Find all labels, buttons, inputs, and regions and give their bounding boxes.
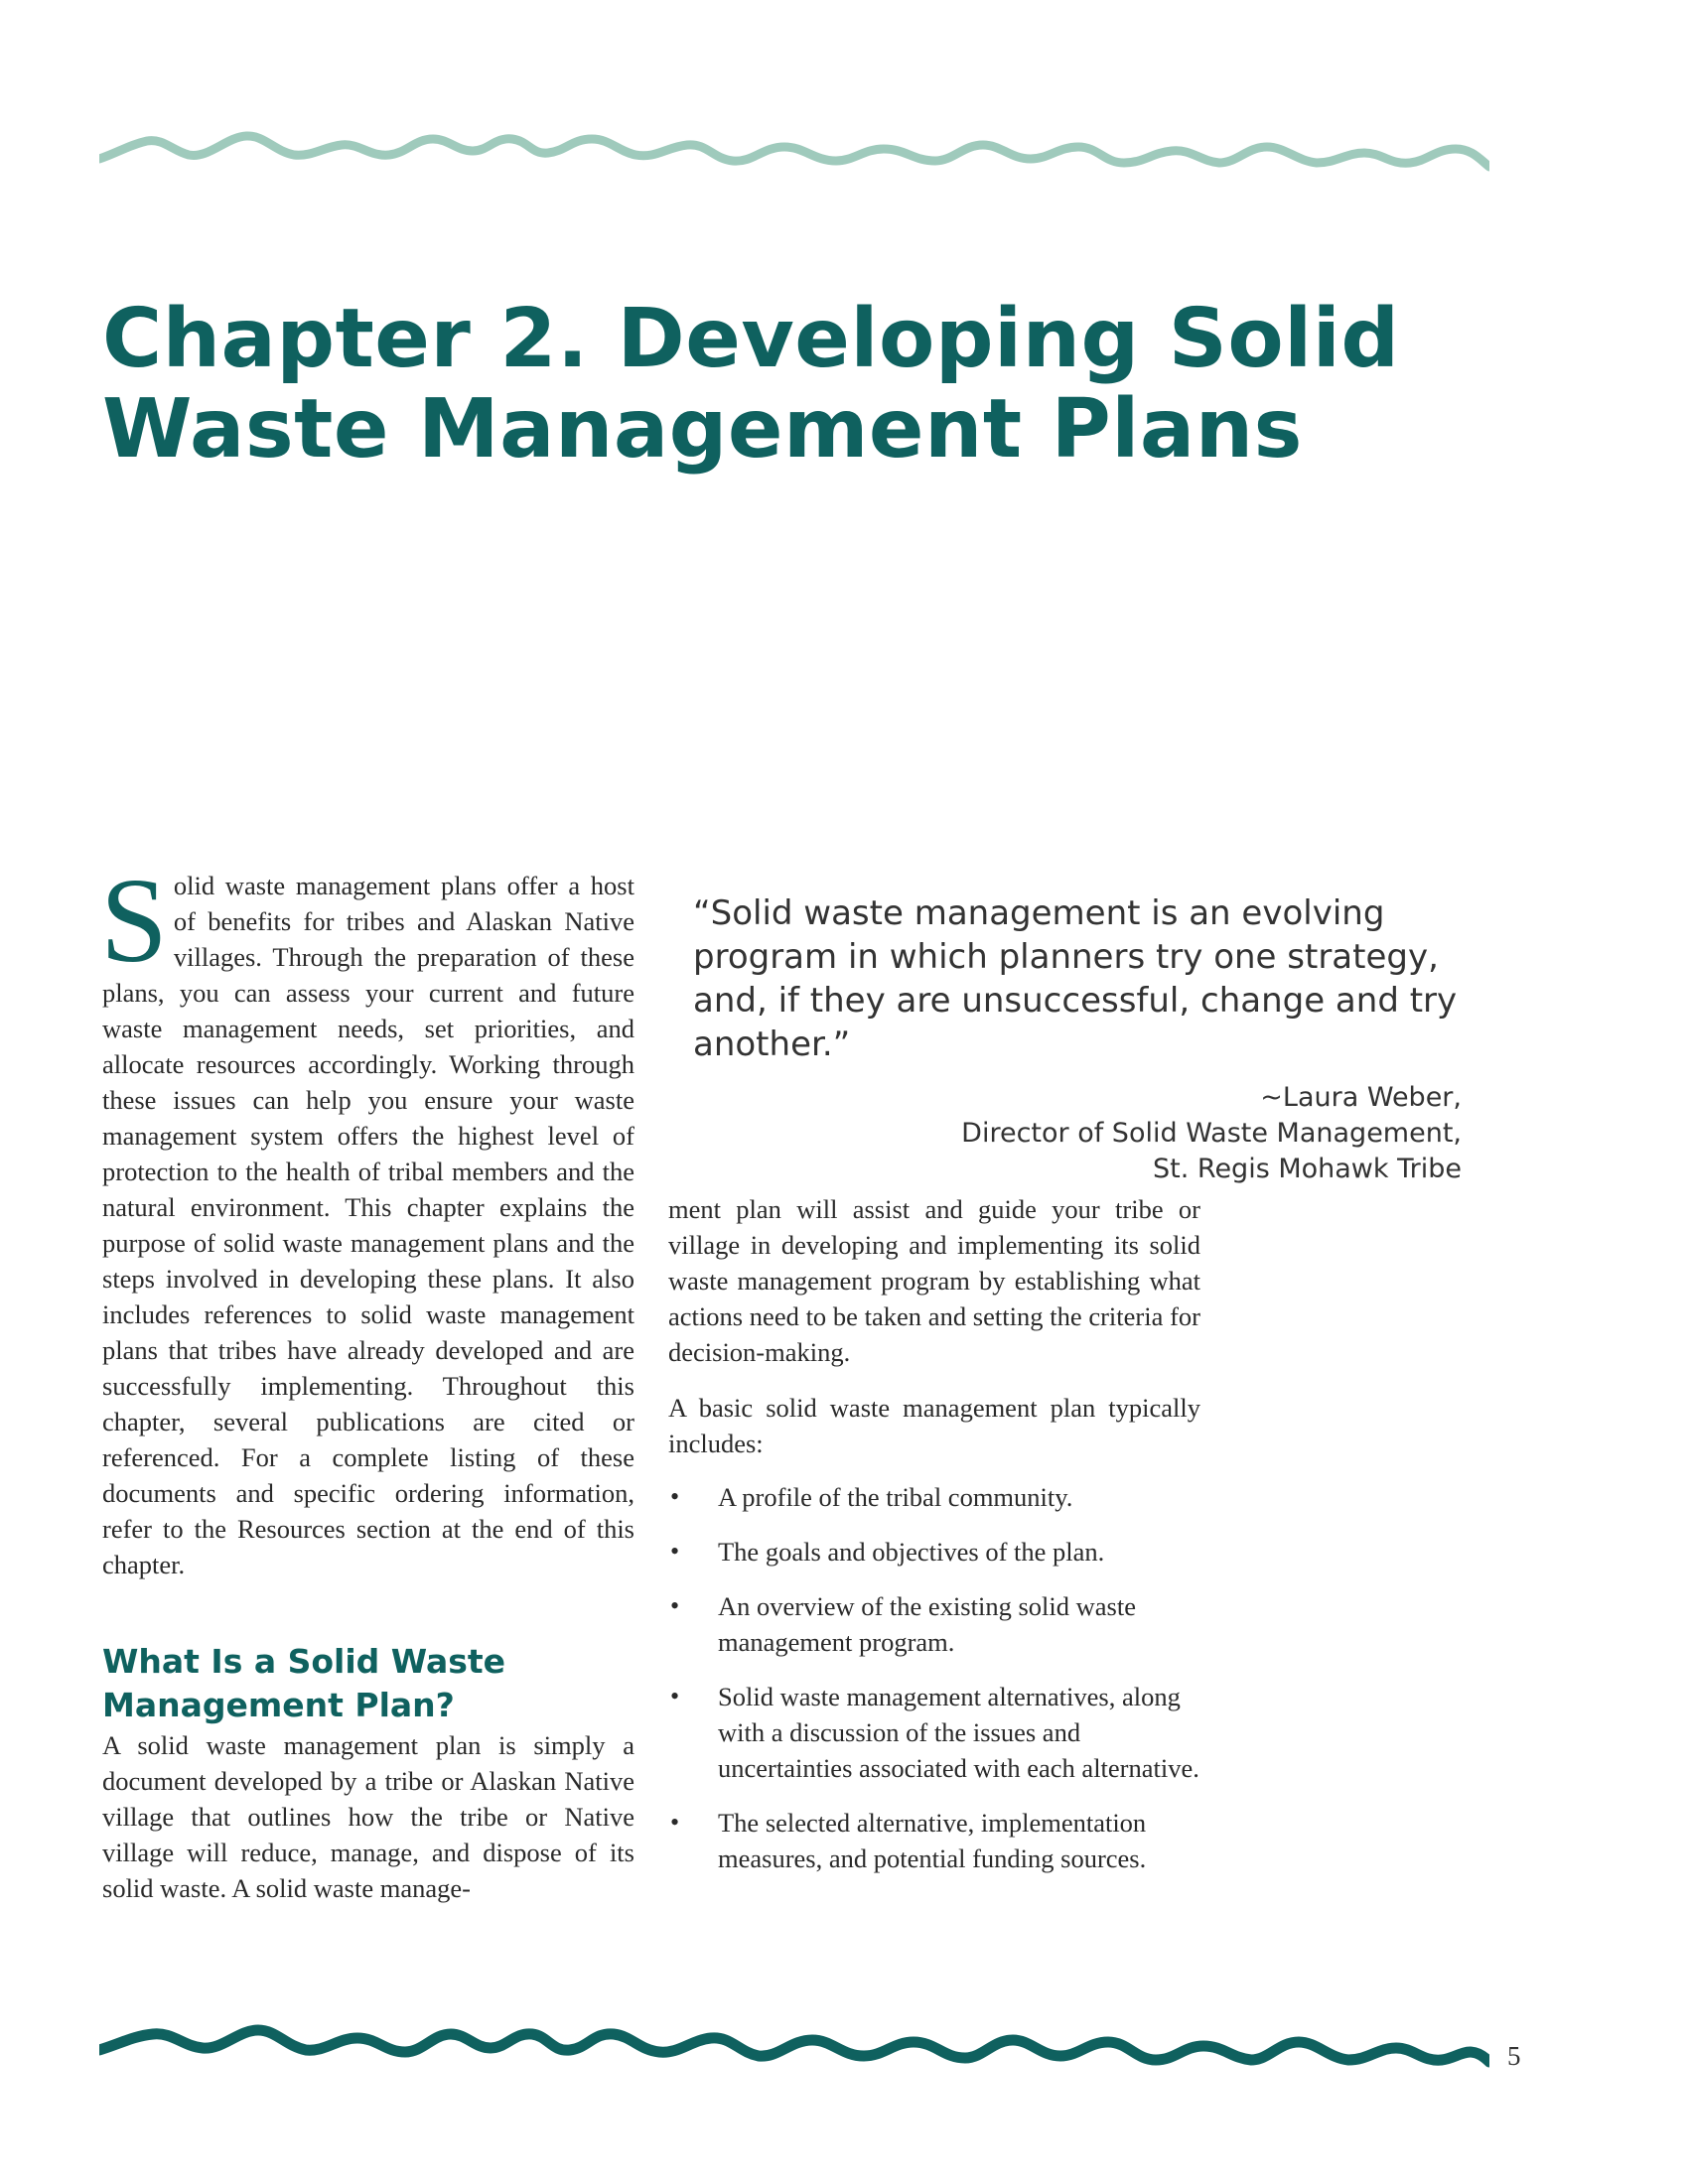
left-column: [100, 854, 634, 1906]
section-paragraph-1: A solid waste management plan is simply a document developed by a tribe or Alaskan Native village that outlines how the tribe or Native village will reduce, manage, and dispose of its solid waste. A solid waste manage-: [102, 1730, 634, 1903]
attribution-name: ~Laura Weber,: [1260, 1082, 1462, 1113]
list-item: • An overview of the existing solid waste management program.: [668, 1588, 1200, 1660]
plan-contents-list: [668, 1479, 1200, 1876]
list-item: • The selected alternative, implementation measures, and potential funding sources.: [668, 1805, 1200, 1876]
section-heading: What Is a Solid Waste Management Plan?: [102, 1642, 506, 1724]
attribution-title: Director of Solid Waste Management,: [961, 1118, 1462, 1149]
chapter-title: Chapter 2. Developing Solid Waste Management Plans: [102, 292, 1400, 477]
list-item: • The goals and objectives of the plan.: [668, 1534, 1200, 1570]
bullet-icon: •: [670, 1591, 680, 1620]
bullet-icon: •: [670, 1808, 680, 1837]
quote-attribution: [693, 1080, 1462, 1187]
right-column: [668, 1191, 1200, 1895]
intro-paragraph: [100, 854, 634, 1582]
attribution-org: St. Regis Mohawk Tribe: [1153, 1154, 1462, 1184]
section-paragraph-1-continued: ment plan will assist and guide your tribe or village in developing and implementing its solid waste management program by establishing what actions need to be taken and setting the criteria for decision-making.: [668, 1194, 1200, 1367]
list-item: • Solid waste management alternatives, along with a discussion of the issues and uncertainties associated with each alternative.: [668, 1679, 1200, 1786]
bullet-icon: •: [670, 1682, 680, 1710]
intro-text: olid waste management plans offer a host of benefits for tribes and Alaskan Native villages. Through the preparation of these plans, you can assess your current and future waste management needs, set priorities, and allocate resources accordingly. Working through these issues can help you ensure your waste management system offers the highest level of protection to the health of tribal members and the natural environment. This chapter explains the purpose of solid waste management plans and the steps involved in developing these plans. It also includes references to solid waste management plans that tribes have already developed and are successfully implementing. Throughout this chapter, several publications are cited or referenced. For a complete listing of these documents and specific ordering information, refer to the Resources section at the end of this chapter.: [102, 871, 634, 1579]
bullet-icon: •: [670, 1482, 680, 1511]
decorative-wave-bottom: [99, 2020, 1489, 2090]
pull-quote: [693, 891, 1477, 1187]
bullet-icon: •: [670, 1537, 680, 1566]
quote-text: “Solid waste management is an evolving program in which planners try one strategy, and, if they are unsuccessful, change and try another.”: [693, 893, 1458, 1064]
page-number: 5: [1507, 2041, 1521, 2071]
decorative-wave-top: [99, 131, 1489, 191]
list-item: • A profile of the tribal community.: [668, 1479, 1200, 1515]
section-paragraph-2: A basic solid waste management plan typically includes:: [668, 1393, 1200, 1458]
drop-cap: S: [100, 854, 168, 988]
